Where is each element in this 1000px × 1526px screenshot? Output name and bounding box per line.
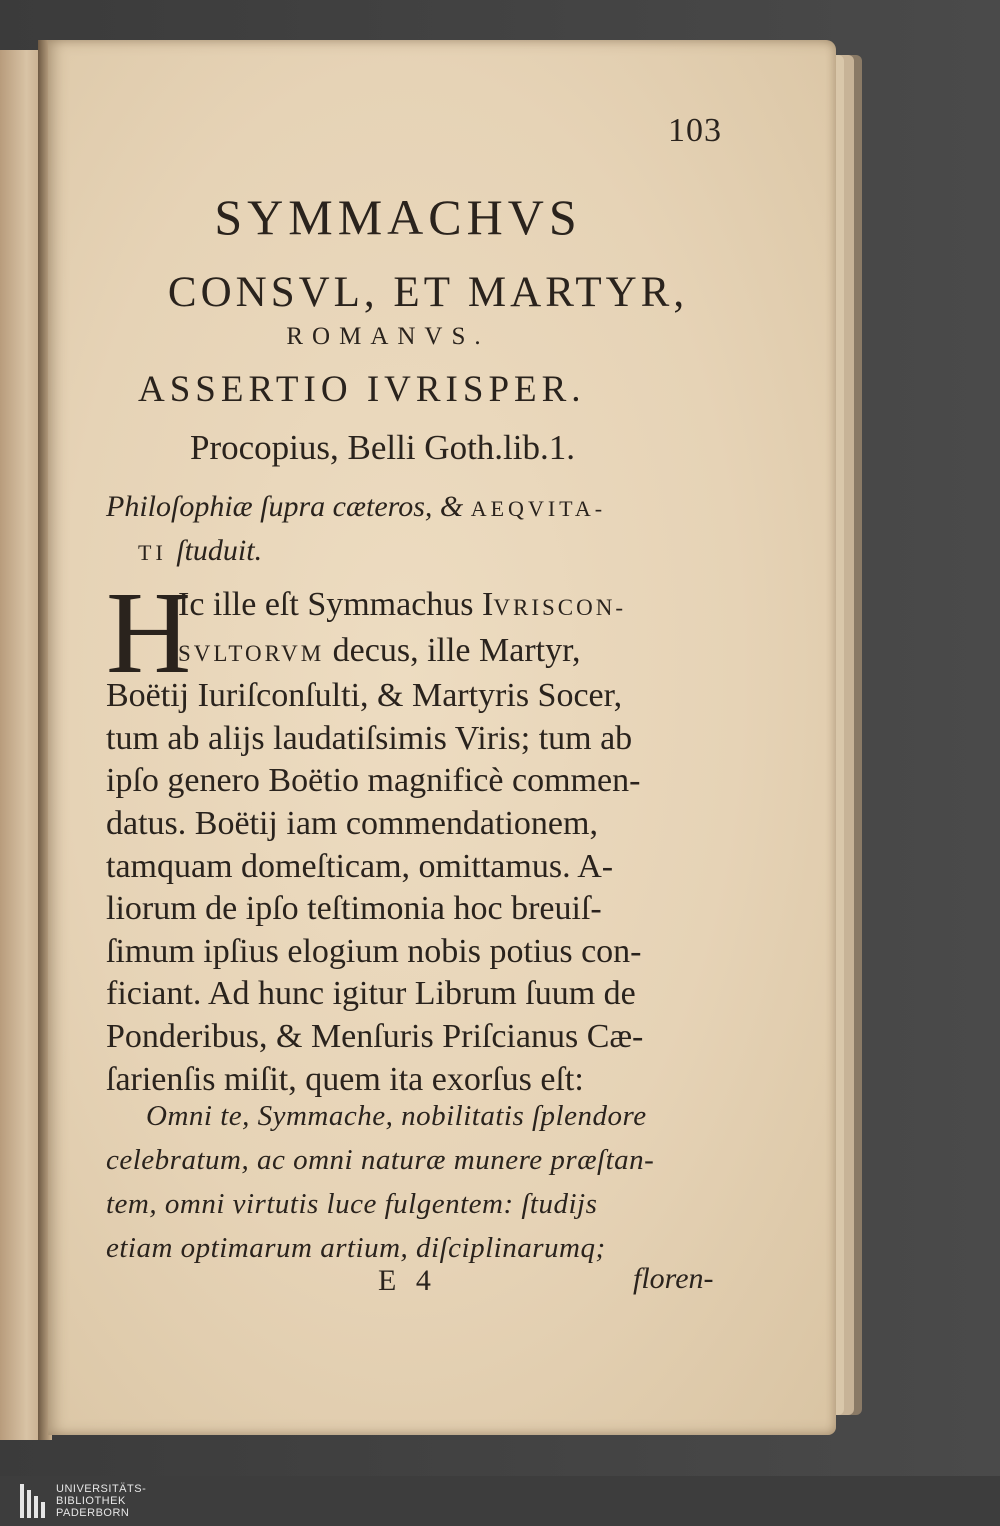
quote-line: etiam optimarum artium, diſciplinarumq; (106, 1232, 606, 1264)
body-line: ſimum ipſius elogium nobis potius con- (106, 932, 642, 970)
motto-caps-1: AEQVITA- (470, 496, 607, 521)
quotation (106, 1094, 746, 1270)
motto-line-1 (106, 486, 746, 530)
book-page (48, 40, 836, 1435)
body-line: ipſo genero Boëtio magnificè commen- (106, 762, 641, 800)
quote-line: Omni te, Symmache, nobilitatis ſplendore (146, 1100, 647, 1132)
source-citation: Procopius, Belli Goth.lib.1. (190, 428, 575, 467)
title-line-4: ASSERTIO IVRISPER. (138, 369, 586, 410)
body-line: tamquam domeſticam, omittamus. A- (106, 847, 614, 885)
body-line: tum ab alijs laudatiſsimis Viris; tum ab (106, 719, 633, 757)
body-line: Ponderibus, & Menſuris Priſcianus Cæ- (106, 1017, 644, 1055)
body-line: ficiant. Ad hunc igitur Librum ſuum de (106, 975, 636, 1013)
motto-caps-2: TI (138, 540, 177, 565)
library-logo-icon (20, 1484, 50, 1518)
body-line: Boëtij Iuriſconſulti, & Martyris Socer, (106, 677, 623, 715)
quote-line: celebratum, ac omni naturæ munere præſtan- (106, 1144, 655, 1176)
motto-line-2 (106, 530, 746, 574)
motto (106, 486, 746, 574)
library-name (56, 1483, 146, 1519)
left-page-edge (0, 50, 40, 1440)
title-line-3: ROMANVS. (286, 323, 490, 350)
body-line: datus. Boëtij iam commendationem, (106, 804, 598, 842)
library-name-line-1: UNIVERSITÄTS- (56, 1483, 147, 1495)
drop-cap: H (106, 567, 192, 698)
quote-line: tem, omni virtutis luce fulgentem: ſtudijs (106, 1188, 598, 1220)
title-line-2: CONSVL, ET MARTYR, (167, 269, 689, 316)
body-text-span: decus, ille Martyr, (324, 631, 581, 669)
body-line: ſarienſis miſit, quem ita exorſus eſt: (106, 1060, 584, 1098)
catchword: floren- (633, 1262, 714, 1295)
footer-bar (0, 1476, 1000, 1526)
body-line: liorum de ipſo teſtimonia hoc breuiſ- (106, 890, 602, 928)
library-name-line-2: BIBLIOTHEK (56, 1495, 126, 1507)
signature-mark: E 4 (378, 1264, 437, 1297)
body-line (106, 630, 746, 676)
title-line-1: SYMMACHVS (214, 189, 582, 245)
page-number: 103 (668, 112, 722, 149)
library-name-line-3: PADERBORN (56, 1507, 130, 1519)
body-text-span: Ic ille eſt Symmachus I (178, 586, 494, 623)
motto-italic-1: Philoſophiæ ſupra cæteros, & (106, 490, 471, 523)
body-line (106, 584, 746, 630)
small-caps-span: SVLTORVM (178, 640, 325, 666)
body-text (106, 567, 746, 1101)
motto-italic-2: ſtuduit. (176, 534, 263, 567)
small-caps-span: VRISCON- (493, 595, 626, 620)
